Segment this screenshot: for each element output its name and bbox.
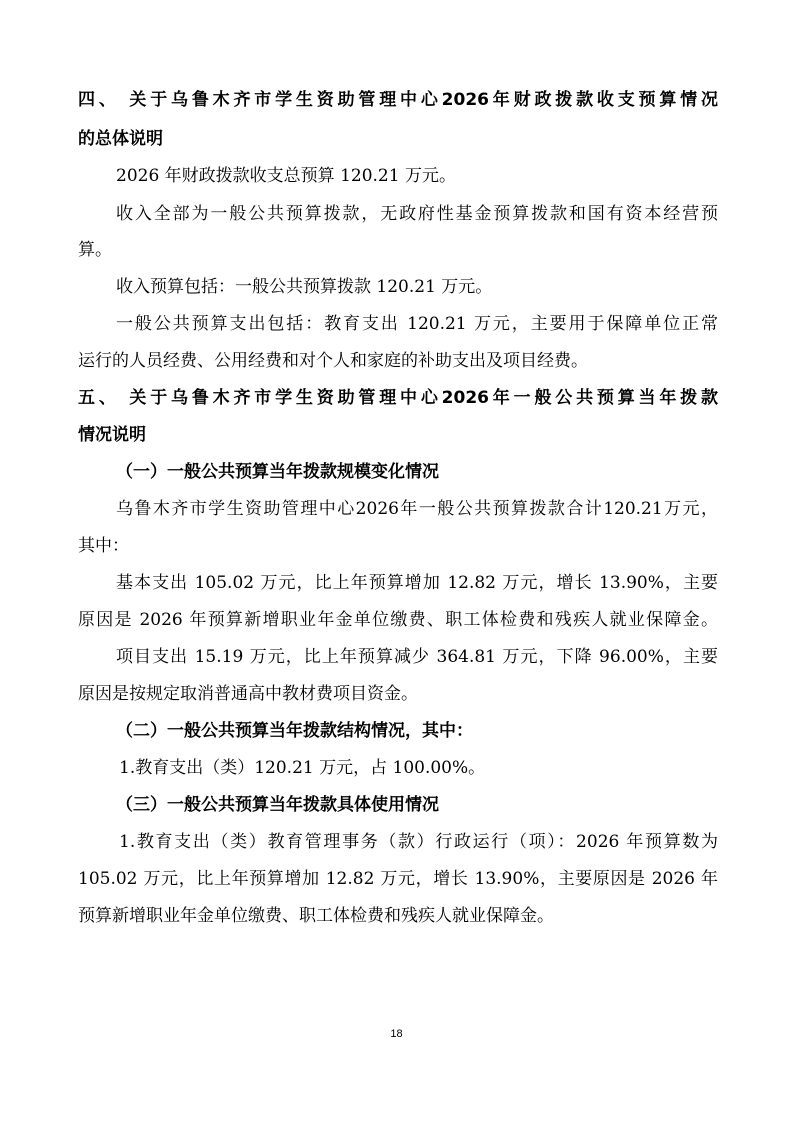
subsection-1-paragraph-3-line-1: 项目支出 15.19 万元，比上年预算减少 364.81 万元，下降 96.00%，主要 bbox=[116, 647, 718, 667]
subsection-2-title: （二）一般公共预算当年拨款结构情况，其中： bbox=[116, 721, 473, 741]
subsection-3-title: （三）一般公共预算当年拨款具体使用情况 bbox=[116, 795, 439, 815]
subsection-3-paragraph-1-line-3: 预算新增职业年金单位缴费、职工体检费和残疾人就业保障金。 bbox=[78, 906, 554, 926]
subsection-3-paragraph-1-line-1: 1.教育支出（类）教育管理事务（款）行政运行（项）：2026 年预算数为 bbox=[119, 832, 718, 852]
section-5-heading-line-1: 五、 关于乌鲁木齐市学生资助管理中心2026年一般公共预算当年拨款 bbox=[78, 388, 718, 408]
subsection-1-paragraph-1-line-2: 其中： bbox=[78, 536, 129, 556]
section-4-heading-line-1: 四、 关于乌鲁木齐市学生资助管理中心2026年财政拨款收支预算情况 bbox=[78, 90, 718, 110]
subsection-1-paragraph-2-line-1: 基本支出 105.02 万元，比上年预算增加 12.82 万元，增长 13.90%，主要 bbox=[116, 573, 718, 593]
page-number: 18 bbox=[390, 1028, 403, 1040]
subsection-1-paragraph-3-line-2: 原因是按规定取消普通高中教材费项目资金。 bbox=[78, 684, 418, 704]
section-4-heading-line-2: 的总体说明 bbox=[78, 129, 163, 149]
section-4-paragraph-3: 收入预算包括：一般公共预算拨款 120.21 万元。 bbox=[116, 277, 493, 297]
section-4-paragraph-4-line-1: 一般公共预算支出包括：教育支出 120.21 万元，主要用于保障单位正常 bbox=[116, 314, 718, 334]
subsection-1-paragraph-2-line-2: 原因是 2026 年预算新增职业年金单位缴费、职工体检费和残疾人就业保障金。 bbox=[78, 610, 718, 630]
subsection-3-paragraph-1-line-2: 105.02 万元，比上年预算增加 12.82 万元，增长 13.90%，主要原因是 2026 年 bbox=[78, 869, 718, 889]
section-4-paragraph-4-line-2: 运行的人员经费、公用经费和对个人和家庭的补助支出及项目经费。 bbox=[78, 351, 588, 371]
section-4-paragraph-1: 2026 年财政拨款收支总预算 120.21 万元。 bbox=[116, 166, 456, 186]
section-4-paragraph-2-line-2: 算。 bbox=[78, 240, 112, 260]
subsection-2-paragraph-1: 1.教育支出（类）120.21 万元，占 100.00%。 bbox=[119, 758, 486, 778]
section-5-heading-line-2: 情况说明 bbox=[78, 425, 146, 445]
subsection-1-paragraph-1-line-1: 乌鲁木齐市学生资助管理中心2026年一般公共预算拨款合计120.21万元， bbox=[116, 499, 718, 519]
subsection-1-title: （一）一般公共预算当年拨款规模变化情况 bbox=[116, 462, 439, 482]
section-4-paragraph-2-line-1: 收入全部为一般公共预算拨款，无政府性基金预算拨款和国有资本经营预 bbox=[116, 204, 718, 224]
